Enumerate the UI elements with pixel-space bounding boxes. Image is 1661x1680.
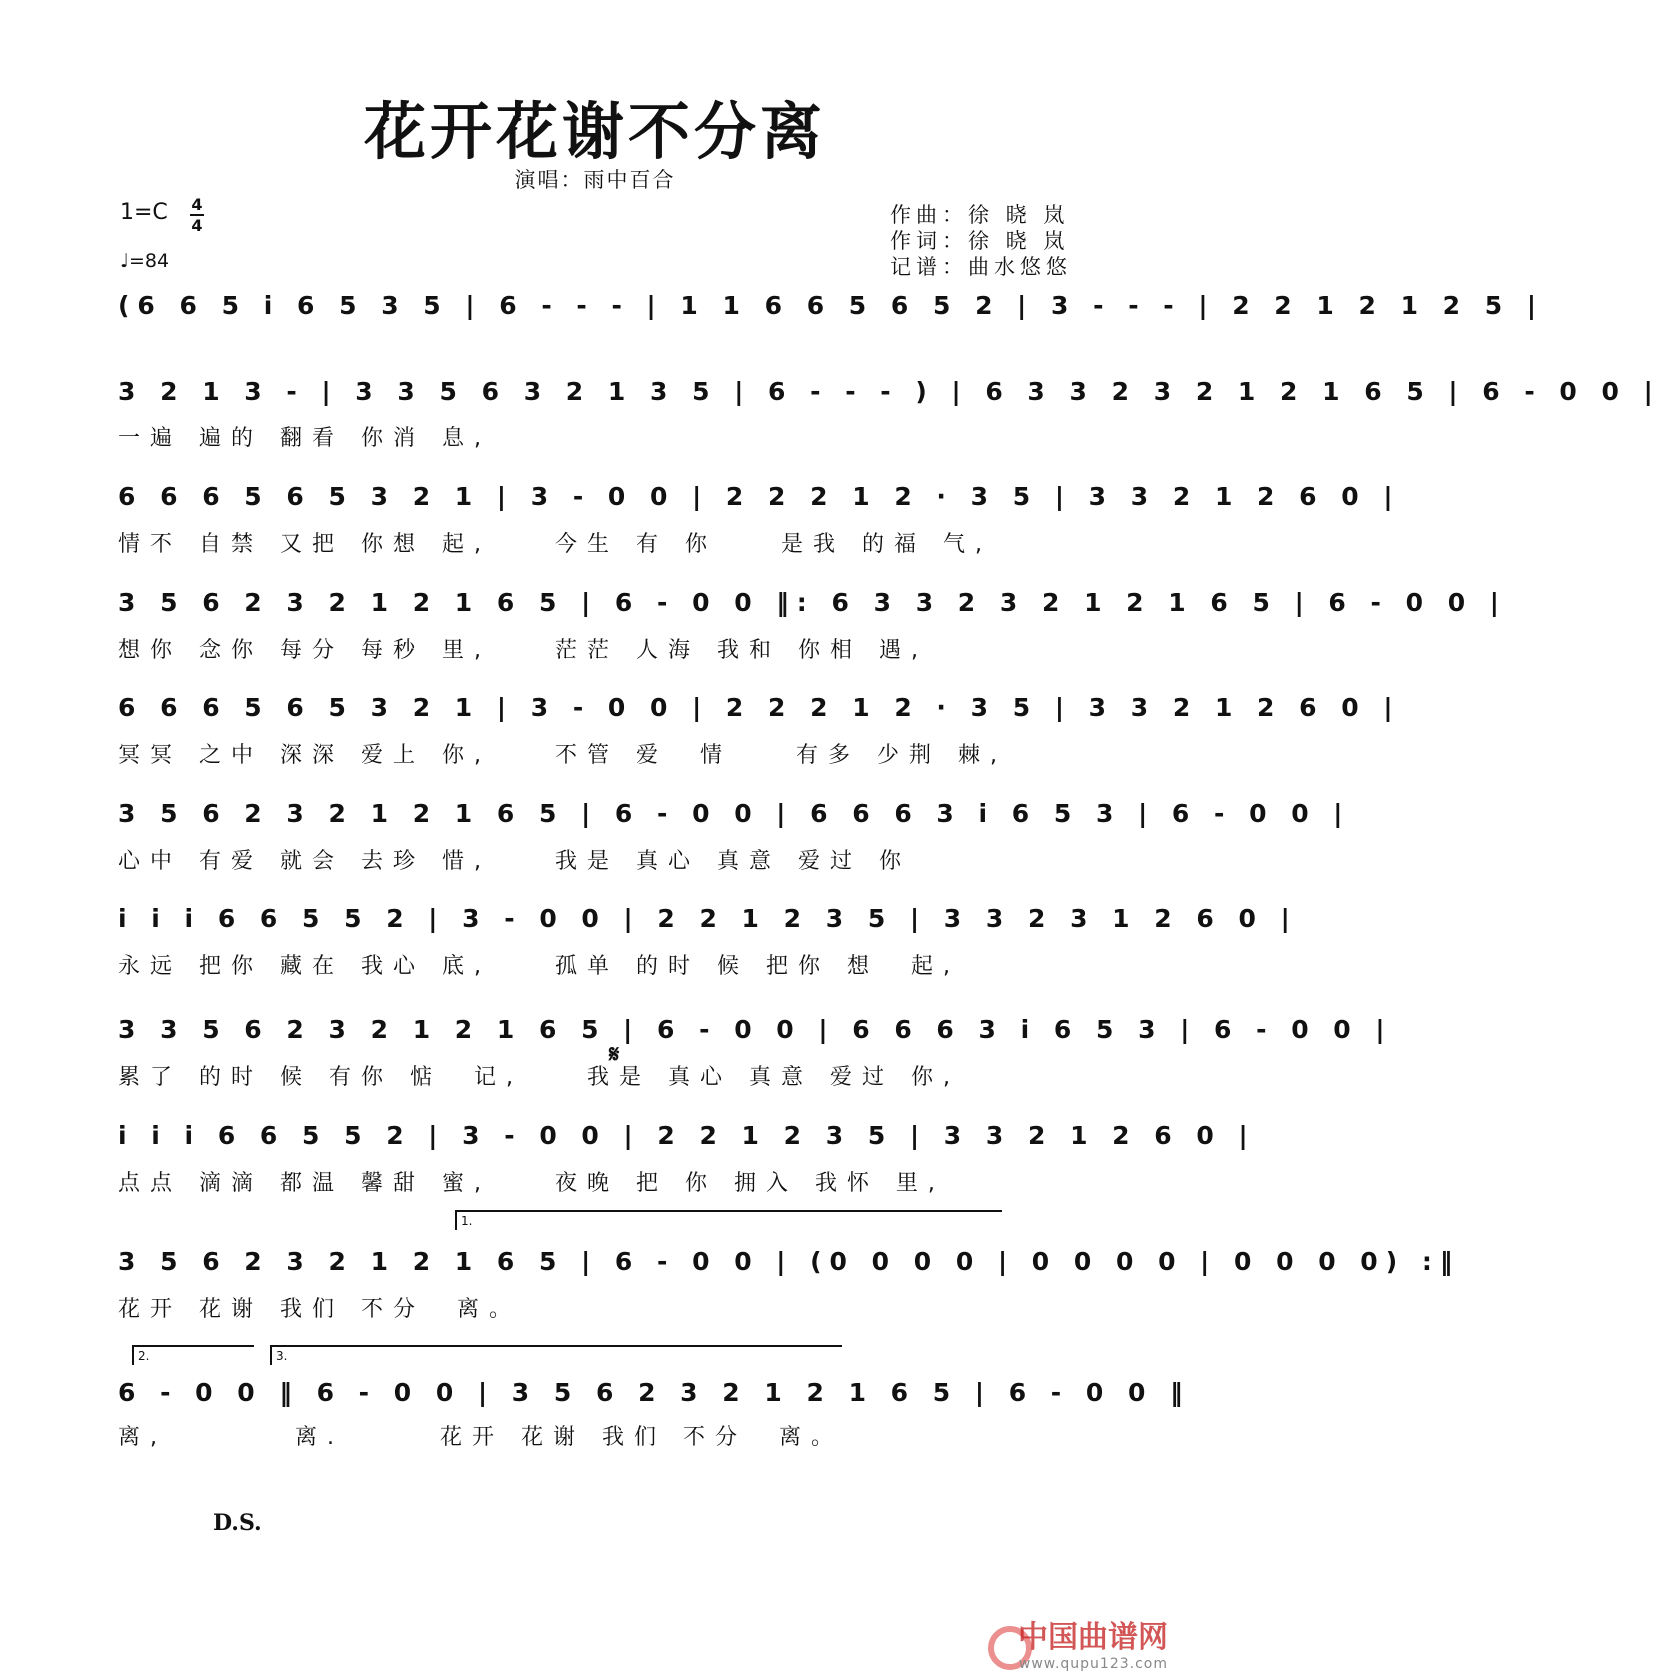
staff-row [118, 583, 1507, 623]
lyrics-line: 累了 的时 候 有你 惦 记, 我是 真心 真意 爱过 你, [118, 1065, 960, 1090]
lyrics-line: 花开 花谢 我们 不分 离。 [118, 1297, 521, 1322]
staff-row [118, 794, 1351, 834]
notation-text: 3 5 6 2 3 2 1 2 1 6 5 | 6 - 0 0 | (0 0 0 0 | 0 0 0 0 | 0 0 0 0) :‖ [118, 1247, 1461, 1276]
notation-text: 3 3 5 6 2 3 2 1 2 1 6 5 | 6 - 0 0 | 6 6 6 3 i 6 5 3 | 6 - 0 0 | [118, 1015, 1393, 1044]
notation-line [118, 1010, 1393, 1050]
staff-row [118, 286, 1545, 326]
lyrics-line: 点点 滴滴 都温 馨甜 蜜, 夜晚 把 你 拥入 我怀 里, [118, 1171, 945, 1196]
notation-text: 6 6 6 5 6 5 3 2 1 | 3 - 0 0 | 2 2 2 1 2 · 3 5 | 3 3 2 1 2 6 0 | [118, 482, 1401, 511]
notation-line [118, 583, 1507, 623]
segno-sign: 𝄋 [609, 1040, 620, 1068]
lyrics-line: 一遍 遍的 翻看 你消 息, [118, 426, 491, 451]
time-signature-bottom: 4 [191, 216, 203, 235]
notation-line [118, 372, 1661, 412]
tempo-marking: ♩=84 [120, 250, 170, 272]
staff-row [118, 477, 1401, 517]
dal-segno-mark: D.S. [213, 1510, 262, 1536]
watermark-logo-text: 中国曲谱网 [1018, 1620, 1168, 1655]
volta-bracket [132, 1345, 254, 1365]
notation-text: i i i 6 6 5 5 2 | 3 - 0 0 | 2 2 1 2 3 5 | 3 3 2 1 2 6 0 | [118, 1121, 1256, 1150]
notation-text: (6 6 5 i 6 5 3 5 | 6 - - - | 1 1 6 6 5 6 5 2 | 3 - - - | 2 2 1 2 1 2 5 | [118, 291, 1545, 320]
volta-bracket [270, 1345, 842, 1365]
staff-row [118, 1373, 1191, 1413]
volta-number: 1. [461, 1214, 473, 1228]
notation-line [118, 688, 1401, 728]
key-signature: 1=C [120, 200, 168, 225]
score-title: 花开花谢不分离 [363, 95, 826, 168]
staff-row [118, 899, 1298, 939]
notation-line [118, 1116, 1256, 1156]
notation-text: 6 6 6 5 6 5 3 2 1 | 3 - 0 0 | 2 2 2 1 2 · 3 5 | 3 3 2 1 2 6 0 | [118, 693, 1401, 722]
time-signature [190, 196, 204, 234]
notation-text: 3 2 1 3 - | 3 3 5 6 3 2 1 3 5 | 6 - - - ) | 6 3 3 2 3 2 1 2 1 6 5 | 6 - 0 0 | [118, 377, 1661, 406]
staff-row [118, 1116, 1256, 1156]
volta-number: 2. [138, 1349, 150, 1363]
staff-row [118, 1010, 1393, 1050]
staff-row [118, 688, 1401, 728]
lyrics-line: 心中 有爱 就会 去珍 惜, 我是 真心 真意 爱过 你 [118, 849, 911, 874]
notation-text: i i i 6 6 5 5 2 | 3 - 0 0 | 2 2 1 2 3 5 | 3 3 2 3 1 2 6 0 | [118, 904, 1298, 933]
notation-text: 6 - 0 0 ‖ 6 - 0 0 | 3 5 6 2 3 2 1 2 1 6 5 | 6 - 0 0 ‖ [118, 1378, 1191, 1407]
transcriber-credit: 记谱：曲水悠悠 [890, 255, 1072, 279]
notation-line [118, 1373, 1191, 1413]
notation-line [118, 477, 1401, 517]
lyrics-line: 永远 把你 藏在 我心 底, 孤单 的时 候 把你 想 起, [118, 954, 960, 979]
lyrics-line: 冥冥 之中 深深 爱上 你, 不管 爱 情 有多 少荆 棘, [118, 743, 1007, 768]
notation-line [118, 1242, 1461, 1282]
notation-text: 3 5 6 2 3 2 1 2 1 6 5 | 6 - 0 0 ‖: 6 3 3 2 3 2 1 2 1 6 5 | 6 - 0 0 | [118, 588, 1507, 617]
lyricist-credit: 作词：徐 晓 岚 [890, 229, 1070, 253]
composer-credit: 作曲：徐 晓 岚 [890, 203, 1070, 227]
notation-line [118, 899, 1298, 939]
lyrics-line: 情不 自禁 又把 你想 起, 今生 有 你 是我 的福 气, [118, 532, 992, 557]
volta-number: 3. [276, 1349, 288, 1363]
notation-line [118, 286, 1545, 326]
lyrics-line: 离, 离. 花开 花谢 我们 不分 离。 [118, 1425, 843, 1450]
staff-row [118, 372, 1661, 412]
credits-block [890, 202, 1072, 280]
watermark-url: www.qupu123.com [1018, 1656, 1168, 1672]
lyrics-line: 想你 念你 每分 每秒 里, 茫茫 人海 我和 你相 遇, [118, 638, 928, 663]
volta-bracket [455, 1210, 1002, 1230]
notation-line [118, 794, 1351, 834]
notation-text: 3 5 6 2 3 2 1 2 1 6 5 | 6 - 0 0 | 6 6 6 3 i 6 5 3 | 6 - 0 0 | [118, 799, 1351, 828]
staff-row [118, 1242, 1461, 1282]
singer-credit: 演唱：雨中百合 [514, 168, 676, 192]
watermark [1018, 1612, 1168, 1672]
time-signature-top: 4 [191, 195, 203, 214]
